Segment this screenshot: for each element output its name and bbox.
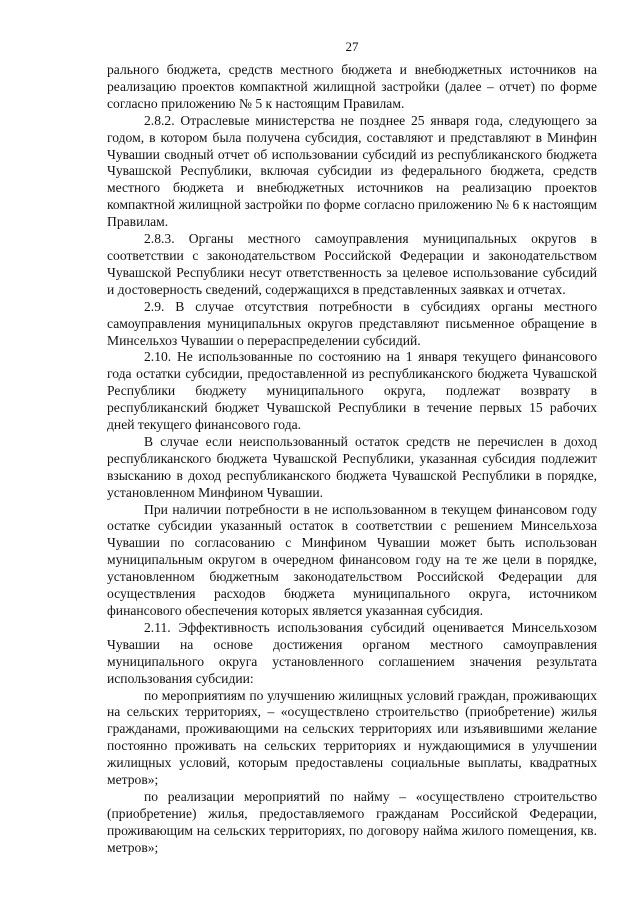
paragraph: При наличии потребности в не использованном в текущем финансовом году остатке субсидии указанный остаток в соответствии с решением Минсельхоза Чувашии по согласованию с Минфином Чувашии может быть использован муниципальным округом в очередном финансовом году на те же цели в порядке, установленном бюджетным законодательством Российской Федерации для осуществления расходов бюджета муниципального округа, источником финансового обеспечения которых является указанная субсидия. xyxy=(107,501,597,618)
page-number: 27 xyxy=(345,39,359,54)
paragraph: В случае если неиспользованный остаток средств не перечислен в доход республиканского бюджета Чувашской Республики, указанная субсидия подлежит взысканию в доход республиканского бюджета Чувашской Республики в порядке, установленном Минфином Чувашии. xyxy=(107,433,597,500)
paragraph-2-8-3: 2.8.3. Органы местного самоуправления муниципальных округов в соответствии с законодательством Российской Федерации и законодательством Чувашской Республики несут ответственность за целевое использование субсидий и достоверность сведений, содержащихся в представленных заявках и отчетах. xyxy=(107,231,597,297)
paragraph-2-8-2: 2.8.2. Отраслевые министерства не позднее 25 января года, следующего за годом, в котором была получена субсидия, составляют и представляют в Минфин Чувашии сводный отчет об использовании субсидий из республиканского бюджета Чувашской Республики, включая субсидии из федерального бюджета, средств местного бюджета и внебюджетных источников на реализацию проектов компактной жилищной застройки по форме согласно приложению № 6 к настоящим Правилам. xyxy=(107,112,597,230)
paragraph: по мероприятиям по улучшению жилищных условий граждан, проживающих на сельских территориях, – «осуществлено строительство (приобретение) жилья гражданами, проживающими на сельских территориях или изъявившими желание постоянно проживать на сельских территориях и нуждающимися в улучшении жилищных условий, которым предоставлены социальные выплаты, квадратных метров»; xyxy=(107,687,597,788)
paragraph: рального бюджета, средств местного бюджета и внебюджетных источников на реализацию проектов компактной жилищной застройки (далее – отчет) по форме согласно приложению № 5 к настоящим Правилам. xyxy=(107,62,597,111)
document-page xyxy=(107,0,597,905)
paragraph: по реализации мероприятий по найму – «осуществлено строительство (приобретение) жилья, предоставляемого гражданам Российской Федерации, проживающим на сельских территориях, по договору найма жилого помещения, кв. метров»; xyxy=(107,788,597,855)
paragraph-2-9: 2.9. В случае отсутствия потребности в субсидиях органы местного самоуправления муниципальных округов представляют письменное обращение в Минсельхоз Чувашии о перераспределении субсидий. xyxy=(107,298,597,348)
paragraph-2-10: 2.10. Не использованные по состоянию на 1 января текущего финансового года остатки субсидии, предоставленной из республиканского бюджета Чувашской Республики бюджету муниципального округа, подлежат возврату в республиканский бюджет Чувашской Республики в течение первых 15 рабочих дней текущего финансового года. xyxy=(107,349,597,433)
document-body xyxy=(107,62,597,857)
paragraph-2-11: 2.11. Эффективность использования субсидий оценивается Минсельхозом Чувашии на основе достижения органом местного самоуправления муниципального округа установленного соглашением значения результата использования субсидии: xyxy=(107,619,597,686)
